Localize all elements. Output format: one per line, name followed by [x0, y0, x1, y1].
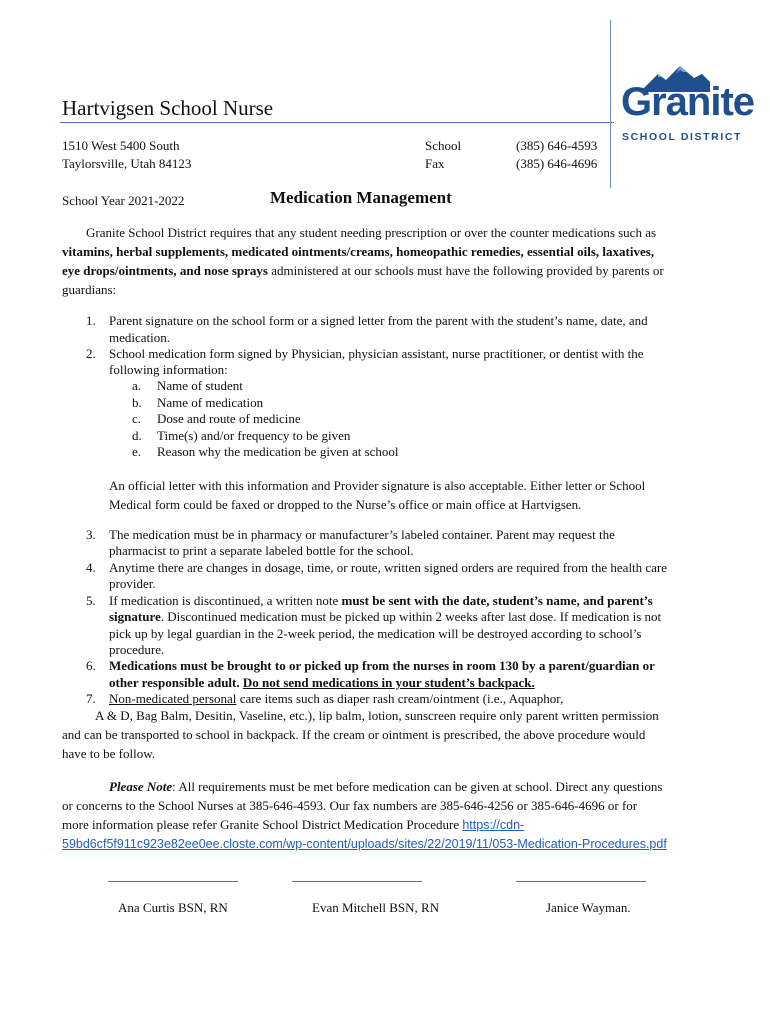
note-line-1 [109, 777, 662, 796]
signature-name: Ana Curtis BSN, RN [118, 900, 228, 915]
note-label: Please Note [109, 779, 173, 794]
procedure-link-part-2[interactable]: 59bd6cf5f911c923e82ee0ee.closte.com/wp-content/uploads/sites/22/2019/11/053-Medication-Procedures.pdf [62, 837, 667, 851]
list-item-2-line-1: School medication form signed by Physician, physician assistant, nurse practitioner, or dentist with the [109, 346, 644, 361]
sub-item: Name of student [157, 378, 243, 393]
list-item-5-line-1-b: must be sent with the date, student’s name, and parent’s [341, 593, 653, 608]
intro-line-3-rest: administered at our schools must have the following provided by parents or [267, 263, 664, 278]
address-line-2: Taylorsville, Utah 84123 [62, 156, 192, 171]
section-heading: Medication Management [270, 188, 452, 207]
fax-label: Fax [425, 156, 445, 171]
header-rule [60, 122, 614, 123]
note-line-2: or concerns to the School Nurses at 385-646-4593. Our fax numbers are 385-646-4256 or 385-646-4696 or for [62, 798, 638, 813]
note-line-1-rest: : All requirements must be met before medication can be given at school. Direct any questions [172, 779, 663, 794]
signature-line: ____________________ [292, 868, 422, 883]
list-item-5-line-2-a: signature [109, 609, 161, 624]
list-number: 5. [86, 593, 96, 608]
signature-line: ____________________ [108, 868, 238, 883]
list-item-1-line-2: medication. [109, 330, 171, 345]
list-item-3-line-1: The medication must be in pharmacy or manufacturer’s labeled container. Parent may request the [109, 527, 615, 542]
sub-item: Time(s) and/or frequency to be given [157, 428, 351, 443]
list-item-7-line-1-u: Non-medicated personal [109, 691, 237, 706]
logo-wordmark: Granite [621, 80, 755, 124]
list-item-6-line-1: Medications must be brought to or picked up from the nurses in room 130 by a parent/guardian or [109, 658, 655, 673]
list-item-4-line-1: Anytime there are changes in dosage, time, or route, written signed orders are required from the health care [109, 560, 668, 575]
list-item-7-line-3: and can be transported to school in backpack. If the cream or ointment is prescribed, the above procedure would [62, 727, 646, 742]
official-letter-line-2: Medical form could be faxed or dropped to the Nurse’s office or main office at Hartvigsen. [109, 497, 582, 512]
list-item-7-line-4: have to be follow. [62, 746, 156, 761]
sub-letter: b. [132, 395, 142, 410]
note-line-3 [62, 815, 524, 835]
intro-line-2: vitamins, herbal supplements, medicated ointments/creams, homeopathic remedies, essential oils, laxatives, [62, 244, 655, 259]
list-number: 2. [86, 346, 96, 361]
fax-phone: (385) 646-4696 [516, 156, 598, 171]
page-title: Hartvigsen School Nurse [62, 96, 274, 120]
school-year: School Year 2021-2022 [62, 193, 185, 208]
list-item-2-line-2: following information: [109, 362, 228, 377]
logo-subtitle: SCHOOL DISTRICT [622, 131, 743, 143]
list-item-7-line-2: A & D, Bag Balm, Desitin, Vaseline, etc.), lip balm, lotion, sunscreen require only parent written permission [95, 708, 659, 723]
list-item-6-line-2 [109, 675, 535, 692]
header-vertical-rule [610, 20, 611, 188]
list-number: 1. [86, 313, 96, 328]
intro-line-3-bold: eye drops/ointments, and nose sprays [62, 263, 268, 278]
signature-name: Janice Wayman. [546, 900, 631, 915]
signature-name: Evan Mitchell BSN, RN [312, 900, 440, 915]
list-item-7-line-1 [109, 691, 563, 708]
list-item-5-line-3: pick up by legal guardian in the 2-week period, the medication will be destroyed according to school’s [109, 626, 642, 641]
intro-line-4: guardians: [62, 282, 117, 297]
list-number: 7. [86, 691, 96, 706]
note-line-4 [62, 834, 667, 854]
sub-letter: c. [132, 411, 142, 426]
list-item-6-line-2-a: other responsible adult. [109, 675, 243, 690]
school-phone: (385) 646-4593 [516, 138, 598, 153]
school-label: School [425, 138, 462, 153]
note-line-3-text: more information please refer Granite School District Medication Procedure [62, 817, 463, 832]
intro-line-1: Granite School District requires that any student needing prescription or over the counter medications such as [86, 225, 657, 240]
sub-letter: a. [132, 378, 142, 393]
list-item-5-line-4: procedure. [109, 642, 165, 657]
official-letter-line-1: An official letter with this information and Provider signature is also acceptable. Either letter or School [109, 478, 646, 493]
list-item-6-line-2-b: Do not send medications in your student’s backpack. [242, 675, 535, 690]
list-item-3-line-2: pharmacist to print a separate labeled bottle for the school. [109, 543, 414, 558]
sub-item: Name of medication [157, 395, 264, 410]
list-item-4-line-2: provider. [109, 576, 156, 591]
sub-item: Dose and route of medicine [157, 411, 301, 426]
list-item-5-line-2 [109, 609, 661, 626]
list-number: 3. [86, 527, 96, 542]
list-item-5-line-2-b: . Discontinued medication must be picked up within 2 weeks after last dose. If medication is not [160, 609, 662, 624]
sub-item: Reason why the medication be given at school [157, 444, 399, 459]
list-number: 4. [86, 560, 96, 575]
intro-line-3 [62, 261, 664, 280]
procedure-link-part-1[interactable]: https://cdn- [462, 818, 525, 832]
list-item-5-line-1 [109, 593, 653, 610]
list-item-7-line-1-rest: care items such as diaper rash cream/ointment (i.e., Aquaphor, [236, 691, 564, 706]
list-item-1-line-1: Parent signature on the school form or a signed letter from the parent with the student’s name, date, and [109, 313, 648, 328]
sub-letter: e. [132, 444, 142, 459]
address-line-1: 1510 West 5400 South [62, 138, 180, 153]
list-number: 6. [86, 658, 96, 673]
list-item-5-line-1-a: If medication is discontinued, a written note [109, 593, 342, 608]
sub-letter: d. [132, 428, 142, 443]
signature-line: ____________________ [516, 868, 646, 883]
